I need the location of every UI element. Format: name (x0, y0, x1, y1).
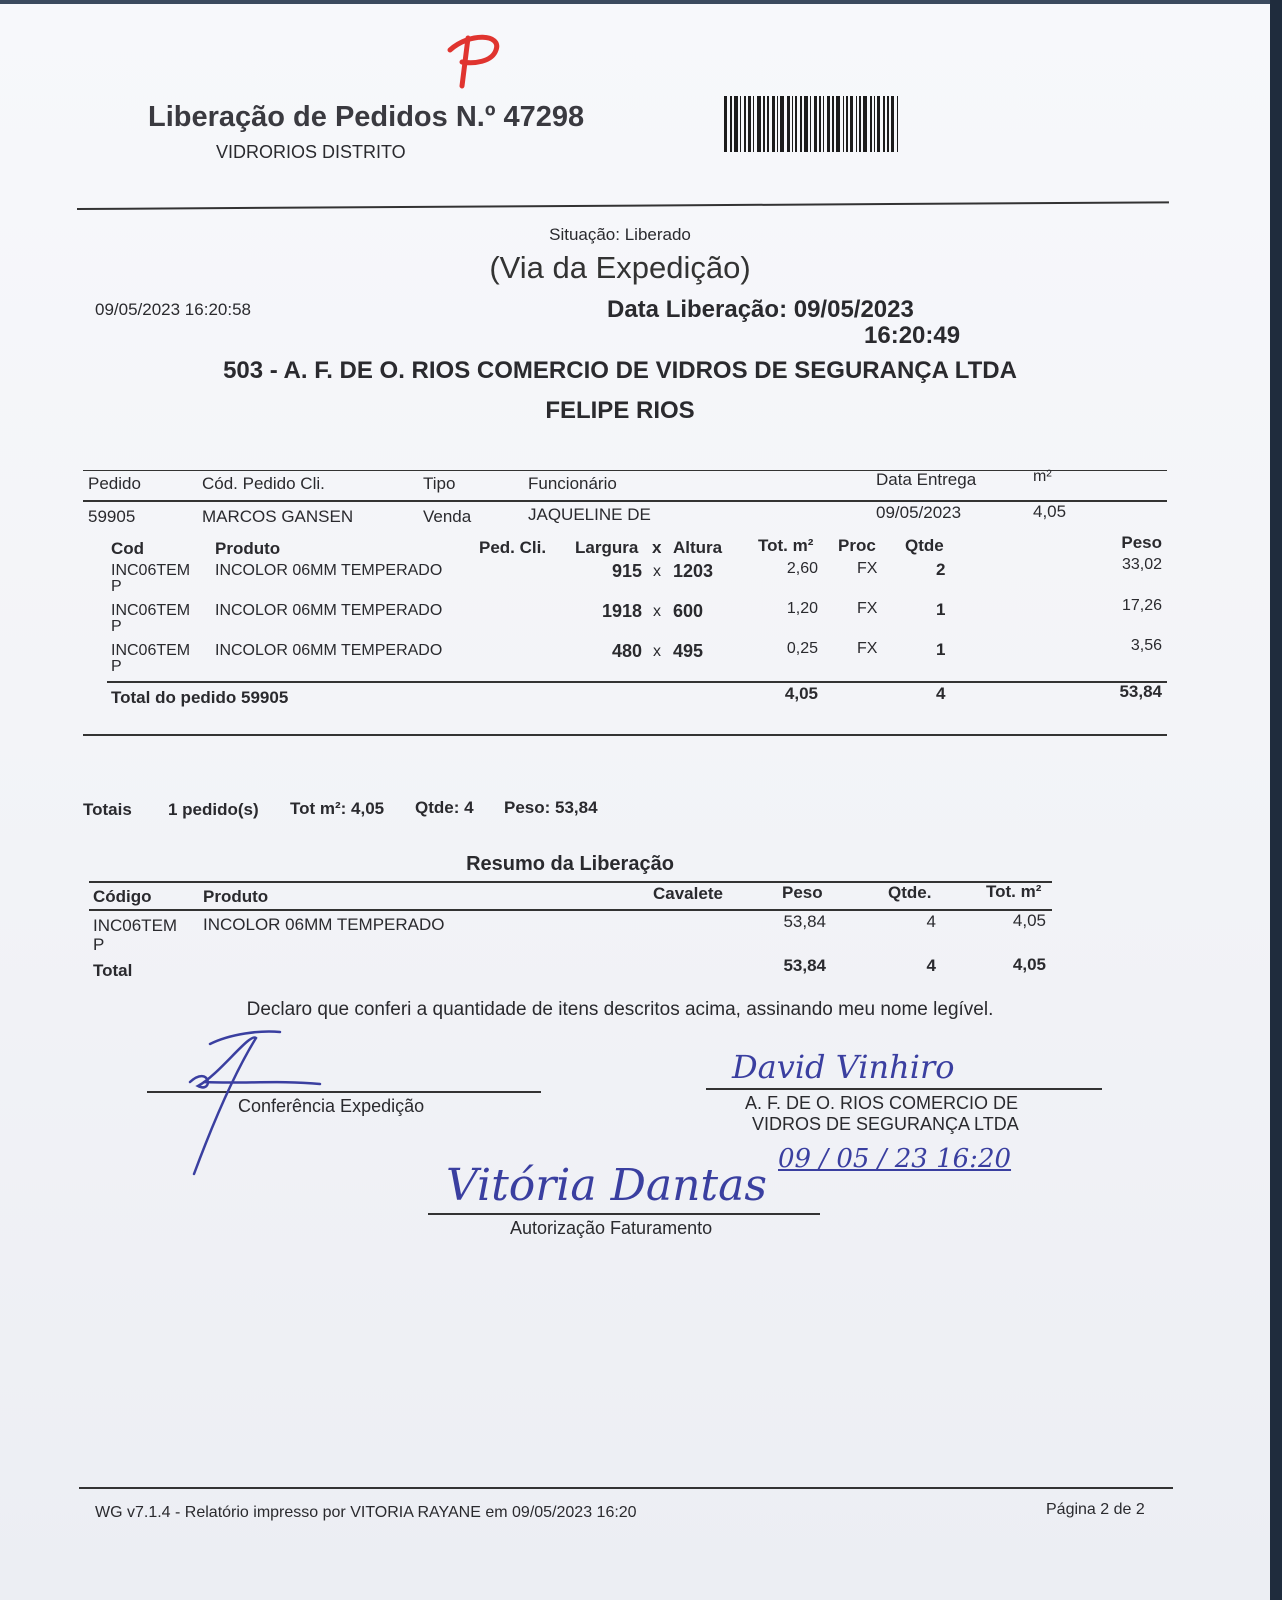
row-peso: 33,02 (1121, 556, 1162, 573)
footer-left-text: WG v7.1.4 - Relatório impresso por VITORIA RAYANE em 09/05/2023 16:20 (95, 1504, 637, 1521)
total-pedido-m2: 4,05 (784, 684, 818, 703)
resumo-row-qtde: 4 (926, 912, 936, 931)
resumo-row-produto: INCOLOR 06MM TEMPERADO (203, 915, 445, 934)
row-proc: FX (857, 560, 878, 577)
items-total-line (107, 681, 1167, 683)
resumo-row-codigo: INC06TEM (93, 916, 178, 935)
value-tipo: Venda (423, 507, 472, 526)
handwritten-date: 09 / 05 / 23 16:20 (778, 1144, 1012, 1174)
resumo-row-peso: 53,84 (783, 912, 826, 931)
background-edge (1270, 0, 1282, 1600)
barcode-bar (810, 96, 811, 152)
print-timestamp: 09/05/2023 16:20:58 (95, 300, 251, 319)
col-qtde: Qtde (905, 536, 944, 555)
barcode-bar (836, 96, 840, 152)
row-qtde: 1 (936, 600, 946, 619)
resumo-col-peso: Peso (782, 883, 823, 902)
declaration-text: Declaro que conferi a quantidade de itens descritos acima, assinando meu nome legível. (246, 999, 994, 1020)
autorizacao-sign-line (428, 1213, 820, 1215)
barcode-bar (832, 96, 834, 152)
resumo-col-produto: Produto (203, 887, 269, 906)
row-cod-suffix: P (111, 658, 122, 675)
barcode-bar (891, 96, 894, 152)
barcode-bar (763, 96, 765, 152)
label-m2: m² (1033, 468, 1052, 485)
barcode-bar (780, 96, 784, 152)
barcode-bar (870, 96, 872, 152)
red-p-mark (440, 28, 510, 97)
client-name: FELIPE RIOS (545, 397, 695, 424)
barcode-bar (883, 96, 885, 152)
col-produto: Produto (215, 539, 281, 558)
footer-page-number: Página 2 de 2 (1046, 1501, 1145, 1518)
value-m2: 4,05 (1033, 502, 1067, 521)
barcode-bar (804, 96, 808, 152)
row-x: x (653, 643, 661, 660)
col-largura: Largura (575, 538, 639, 557)
barcode-bar (859, 96, 861, 152)
value-data-entrega: 09/05/2023 (876, 503, 962, 522)
totais-peso: Peso: 53,84 (504, 798, 598, 817)
barcode-bar (740, 96, 741, 152)
client-sign-label-1: A. F. DE O. RIOS COMERCIO DE (745, 1093, 1019, 1113)
barcode-bar (795, 96, 797, 152)
row-largura: 480 (611, 641, 642, 661)
row-produto: INCOLOR 06MM TEMPERADO (215, 562, 443, 579)
value-pedido: 59905 (88, 507, 136, 526)
row-largura: 915 (611, 561, 642, 581)
document-title: Liberação de Pedidos N.º 47298 (148, 101, 585, 133)
row-x: x (653, 563, 661, 580)
totais-label: Totais (83, 800, 132, 819)
barcode-bar (772, 96, 775, 152)
row-altura: 495 (673, 641, 704, 661)
situacao-text: Situação: Liberado (549, 225, 691, 244)
totais-pedidos: 1 pedido(s) (168, 800, 259, 819)
row-cod: INC06TEM (111, 602, 191, 619)
conferencia-signature (180, 1024, 340, 1194)
resumo-col-cavalete: Cavalete (653, 884, 723, 903)
row-proc: FX (857, 600, 878, 617)
barcode-bar (850, 96, 853, 152)
row-altura: 1203 (673, 561, 714, 581)
barcode-bar (792, 96, 793, 152)
resumo-row-tot-m2: 4,05 (1012, 911, 1046, 930)
barcode-bar (757, 96, 761, 152)
row-produto: INCOLOR 06MM TEMPERADO (215, 642, 443, 659)
col-cod: Cod (111, 539, 145, 558)
row-peso: 17,26 (1121, 597, 1162, 614)
company-name: VIDRORIOS DISTRITO (216, 142, 406, 162)
barcode-bar (800, 96, 802, 152)
barcode-bar (814, 96, 817, 152)
conferencia-label: Conferência Expedição (238, 1096, 425, 1116)
row-produto: INCOLOR 06MM TEMPERADO (215, 602, 443, 619)
label-pedido: Pedido (88, 474, 141, 493)
barcode-bar (827, 96, 830, 152)
resumo-row-codigo-suffix: P (93, 935, 105, 954)
autorizacao-handwritten: Vitória Dantas (446, 1160, 767, 1211)
barcode-bar (823, 96, 824, 152)
barcode-bar (730, 96, 732, 152)
row-qtde: 2 (936, 560, 946, 579)
barcode-bar (856, 96, 857, 152)
resumo-col-codigo: Código (93, 887, 152, 906)
col-peso: Peso (1121, 533, 1162, 552)
resumo-total-qtde: 4 (926, 956, 936, 975)
row-cod: INC06TEM (111, 642, 191, 659)
barcode-bar (748, 96, 751, 152)
barcode-bar (846, 96, 848, 152)
barcode-bar (897, 96, 898, 152)
barcode-bar (734, 96, 738, 152)
barcode-bar (877, 96, 880, 152)
barcode-bar (744, 96, 746, 152)
col-ped-cli: Ped. Cli. (479, 538, 547, 557)
resumo-total-peso: 53,84 (783, 956, 826, 975)
barcode-bar (767, 96, 769, 152)
resumo-title: Resumo da Liberação (466, 853, 674, 875)
row-tot-m2: 1,20 (786, 600, 818, 617)
autorizacao-label: Autorização Faturamento (510, 1218, 713, 1238)
order-header-line (83, 500, 1167, 502)
data-liberacao-time: 16:20:49 (864, 322, 961, 349)
totais-qtde: Qtde: 4 (415, 798, 474, 817)
row-tot-m2: 0,25 (786, 640, 818, 657)
resumo-total-tot-m2: 4,05 (1012, 955, 1046, 974)
barcode-bar (863, 96, 867, 152)
client-handwritten-name: David Vinhiro (732, 1048, 955, 1086)
col-x: x (652, 538, 662, 557)
barcode-bar (843, 96, 844, 152)
row-qtde: 1 (936, 640, 946, 659)
client-line: 503 - A. F. DE O. RIOS COMERCIO DE VIDROS DE SEGURANÇA LTDA (223, 357, 1017, 384)
via-title: (Via da Expedição) (489, 250, 751, 285)
col-altura: Altura (673, 538, 723, 557)
label-data-entrega: Data Entrega (876, 470, 977, 489)
row-cod-suffix: P (111, 578, 122, 595)
total-pedido-label: Total do pedido 59905 (111, 688, 289, 707)
client-sign-line (706, 1088, 1102, 1090)
client-sign-label-2: VIDROS DE SEGURANÇA LTDA (752, 1114, 1019, 1134)
col-tot-m2: Tot. m² (758, 536, 814, 555)
row-largura: 1918 (601, 601, 642, 621)
label-cod-pedido-cli: Cód. Pedido Cli. (202, 474, 325, 493)
total-pedido-peso: 53,84 (1119, 682, 1162, 701)
value-cod-pedido-cli: MARCOS GANSEN (202, 507, 354, 526)
barcode-bar (787, 96, 790, 152)
total-pedido-qtde: 4 (936, 684, 946, 703)
label-tipo: Tipo (423, 474, 456, 493)
items-bottom-line (83, 734, 1167, 736)
barcode-bar (753, 96, 754, 152)
footer-line (79, 1487, 1173, 1489)
resumo-total-label: Total (93, 961, 133, 980)
row-tot-m2: 2,60 (786, 560, 818, 577)
resumo-col-tot-m2: Tot. m² (986, 882, 1042, 901)
totais-m2: Tot m²: 4,05 (290, 799, 385, 818)
barcode-bar (819, 96, 821, 152)
barcode-bar (887, 96, 889, 152)
barcode-bar (724, 96, 727, 152)
row-cod: INC06TEM (111, 562, 191, 579)
barcode-image (724, 96, 916, 152)
data-liberacao: Data Liberação: 09/05/2023 (607, 296, 914, 323)
row-altura: 600 (673, 601, 704, 621)
row-proc: FX (857, 640, 878, 657)
resumo-col-qtde: Qtde. (888, 883, 932, 902)
row-peso: 3,56 (1130, 637, 1162, 654)
col-proc: Proc (838, 536, 876, 555)
row-x: x (653, 603, 661, 620)
order-top-line (83, 470, 1167, 471)
resumo-header-line (89, 909, 1052, 911)
label-funcionario: Funcionário (528, 474, 617, 493)
barcode-bar (777, 96, 778, 152)
row-cod-suffix: P (111, 618, 122, 635)
barcode-bar (874, 96, 875, 152)
value-funcionario: JAQUELINE DE (528, 505, 651, 524)
